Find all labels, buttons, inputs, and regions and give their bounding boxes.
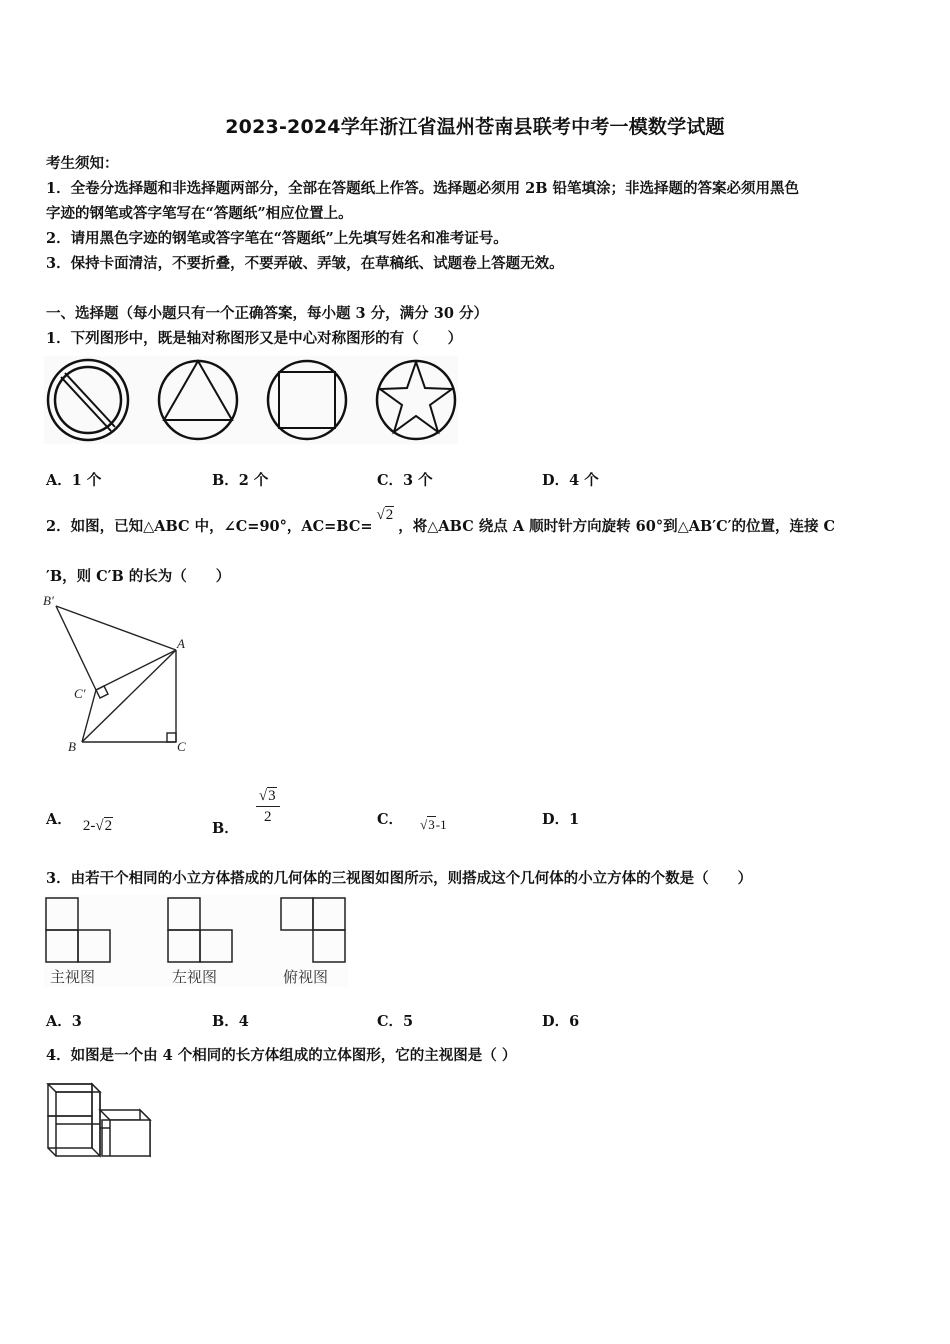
view-label-top: 俯视图 bbox=[283, 968, 329, 986]
label-b: B bbox=[68, 739, 76, 754]
question-1-option-b[interactable]: B．2 个 bbox=[212, 472, 269, 489]
question-3-option-a[interactable]: A．3 bbox=[46, 1013, 82, 1030]
question-1-option-d[interactable]: D．4 个 bbox=[542, 472, 599, 489]
question-2-option-b[interactable]: B． $\frac{√3}{2}$ bbox=[212, 786, 280, 827]
question-2-option-a[interactable]: A． 2-√2 bbox=[46, 811, 113, 834]
notice-line-1b: 字迹的钢笔或答字笔写在“答题纸”相应位置上。 bbox=[46, 205, 353, 222]
page-title: 2023-2024学年浙江省温州苍南县联考中考一模数学试题 bbox=[225, 116, 725, 138]
question-2-stem-a: 2．如图，已知△ABC 中，∠C=90°，AC=BC= bbox=[46, 518, 373, 535]
question-2-stem-line-1 bbox=[46, 507, 836, 536]
label-b-prime: B′ bbox=[43, 593, 54, 608]
question-2-stem-b: ，将△ABC 绕点 A 顺时针方向旋转 60°到△AB′C′的位置，连接 C bbox=[398, 518, 836, 535]
question-3-stem: 3．由若干个相同的小立方体搭成的几何体的三视图如图所示，则搭成这个几何体的小立方体的个数是（ ） bbox=[46, 870, 753, 887]
question-4-stem: 4．如图是一个由 4 个相同的长方体组成的立体图形，它的主视图是（ ） bbox=[46, 1047, 517, 1064]
question-2-option-c[interactable]: C． √3-1 bbox=[377, 811, 447, 832]
question-1-option-c[interactable]: C．3 个 bbox=[377, 472, 433, 489]
notice-line-3: 3．保持卡面清洁，不要折叠，不要弄破、弄皱，在草稿纸、试题卷上答题无效。 bbox=[46, 255, 564, 272]
question-3-option-b[interactable]: B．4 bbox=[212, 1013, 249, 1030]
question-3-option-d[interactable]: D．6 bbox=[542, 1013, 580, 1030]
view-label-front: 主视图 bbox=[50, 968, 96, 986]
question-1-figure bbox=[44, 356, 458, 444]
question-1-stem: 1．下列图形中，既是轴对称图形又是中心对称图形的有（ ） bbox=[46, 330, 463, 347]
question-2-figure bbox=[40, 592, 200, 760]
notice-line-2: 2．请用黑色字迹的钢笔或答字笔在“答题纸”上先填写姓名和准考证号。 bbox=[46, 230, 508, 247]
question-4-figure bbox=[44, 1078, 156, 1162]
label-c: C bbox=[177, 739, 186, 754]
notice-line-1a: 1．全卷分选择题和非选择题两部分，全部在答题纸上作答。选择题必须用 2B 铅笔填涂；非选择题的答案必须用黑色 bbox=[46, 180, 800, 197]
question-2-option-d[interactable]: D．1 bbox=[542, 811, 580, 828]
view-label-left: 左视图 bbox=[172, 968, 218, 986]
section-heading: 一、选择题（每小题只有一个正确答案，每小题 3 分，满分 30 分） bbox=[46, 305, 488, 322]
notice-heading: 考生须知： bbox=[46, 155, 119, 172]
sqrt-two: √2 bbox=[376, 507, 394, 523]
question-1-option-a[interactable]: A．1 个 bbox=[46, 472, 102, 489]
question-2-stem-line-2: ′B，则 C′B 的长为（ ） bbox=[46, 568, 231, 585]
label-a: A bbox=[177, 636, 185, 651]
label-c-prime: C′ bbox=[74, 686, 86, 701]
question-3-option-c[interactable]: C．5 bbox=[377, 1013, 414, 1030]
fraction-sqrt3-over-2: $\frac{√3}{2}$ bbox=[256, 786, 280, 827]
